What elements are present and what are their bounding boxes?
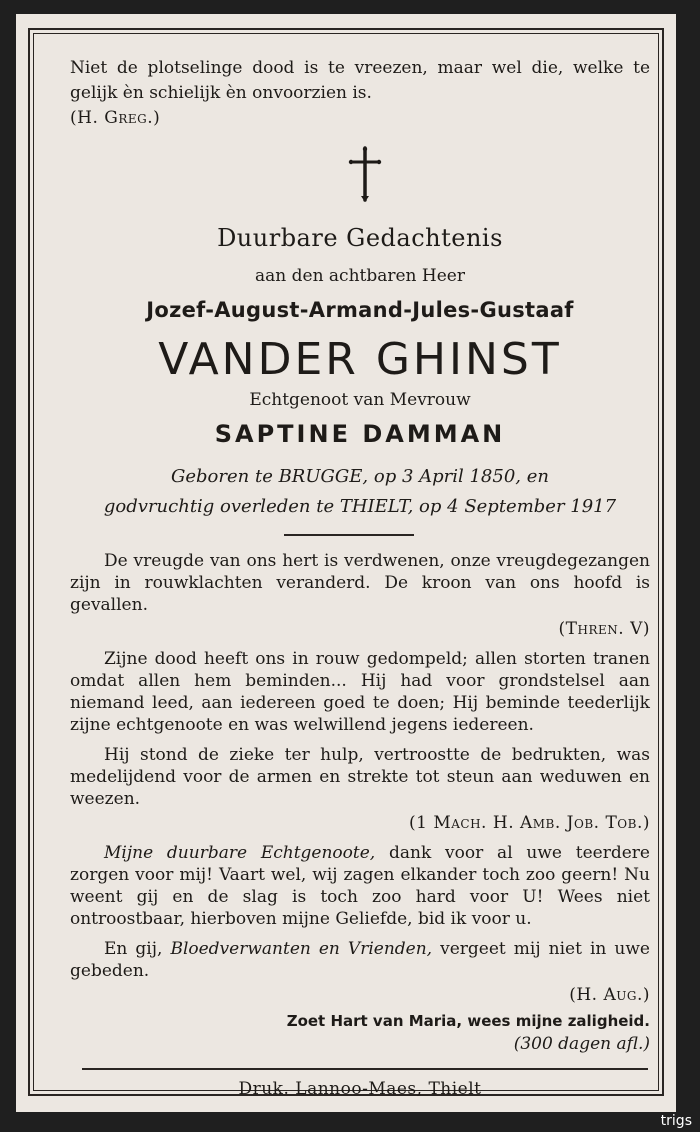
card-inner-border xyxy=(33,33,659,1099)
latin-cross-icon xyxy=(347,146,383,202)
watermark: trigs xyxy=(660,1113,692,1129)
paragraph-5 xyxy=(70,938,650,982)
paragraph-5-reference: (H. Aug.) xyxy=(569,985,650,1005)
footer-divider xyxy=(82,1068,648,1070)
paragraph-1-reference: (Thren. V) xyxy=(558,619,650,639)
top-quote-text: Niet de plotselinge dood is te vreezen, maar wel die, welke te gelijk èn schielijk èn onvoorzien is. xyxy=(70,58,650,103)
memorial-text xyxy=(70,550,650,1014)
section-divider xyxy=(284,534,414,536)
paragraph-4-text: dank voor al uwe teerdere zorgen voor mij! Vaart wel, wij zagen elkander toch zoo geern! Nu weent gij en de slag is toch zoo hard voor U! Wees niet ontroostbaar, hierboven mijne Geliefde, bid ik voor u. xyxy=(70,843,650,929)
spouse-intro: Echtgenoot van Mevrouw xyxy=(249,390,471,410)
paragraph-4 xyxy=(70,842,650,930)
closing-prayer: Zoet Hart van Maria, wees mijne zaligheid. xyxy=(286,1012,650,1030)
paragraph-5-text: vergeet mij niet in uwe gebeden. xyxy=(70,939,650,981)
spouse-name: SAPTINE DAMMAN xyxy=(214,420,506,448)
indulgence-note: (300 dagen afl.) xyxy=(513,1034,650,1054)
printer-credit: Druk. Lannoo-Maes, Thielt xyxy=(238,1079,482,1099)
paragraph-4-address: Mijne duurbare Echtgenoote, xyxy=(104,843,376,863)
memorial-title: Duurbare Gedachtenis xyxy=(217,224,503,252)
top-quote-attribution: (H. Greg.) xyxy=(70,108,161,128)
paragraph-5-address: Bloedverwanten en Vrienden, xyxy=(170,939,433,959)
life-dates xyxy=(70,462,650,522)
memorial-card xyxy=(16,14,676,1112)
birth-line: Geboren te BRUGGE, op 3 April 1850, en xyxy=(171,466,549,487)
deceased-given-names: Jozef-August-Armand-Jules-Gustaaf xyxy=(146,298,574,322)
paragraph-2: Zijne dood heeft ons in rouw gedompeld; allen storten tranen omdat allen hem beminden... Hij had voor grondstelsel aan niemand leed, aan iedereen goed te doen; Hij beminde teederlijk zijne echtgenoote en was welwillend jegens iedereen. xyxy=(70,649,650,735)
deceased-surname: VANDER GHINST xyxy=(158,334,562,385)
card-border xyxy=(28,28,664,1099)
paragraph-1 xyxy=(70,550,650,616)
paragraph-1-text: De vreugde van ons hert is verdwenen, onze vreugdegezangen zijn in rouwklachten veranderd. De kroon van ons hoofd is gevallen. xyxy=(70,551,650,615)
memorial-subtitle: aan den achtbaren Heer xyxy=(255,266,465,286)
paragraph-3: Hij stond de zieke ter hulp, vertroostte de bedrukten, was medelijdend voor de armen en strekte tot steun aan weduwen en weezen. xyxy=(70,745,650,809)
paragraph-3-reference: (1 Mach. H. Amb. Job. Tob.) xyxy=(408,813,650,833)
top-quote xyxy=(70,56,650,131)
death-line: godvruchtig overleden te THIELT, op 4 September 1917 xyxy=(103,496,617,517)
paragraph-5-start: En gij, xyxy=(104,939,171,959)
